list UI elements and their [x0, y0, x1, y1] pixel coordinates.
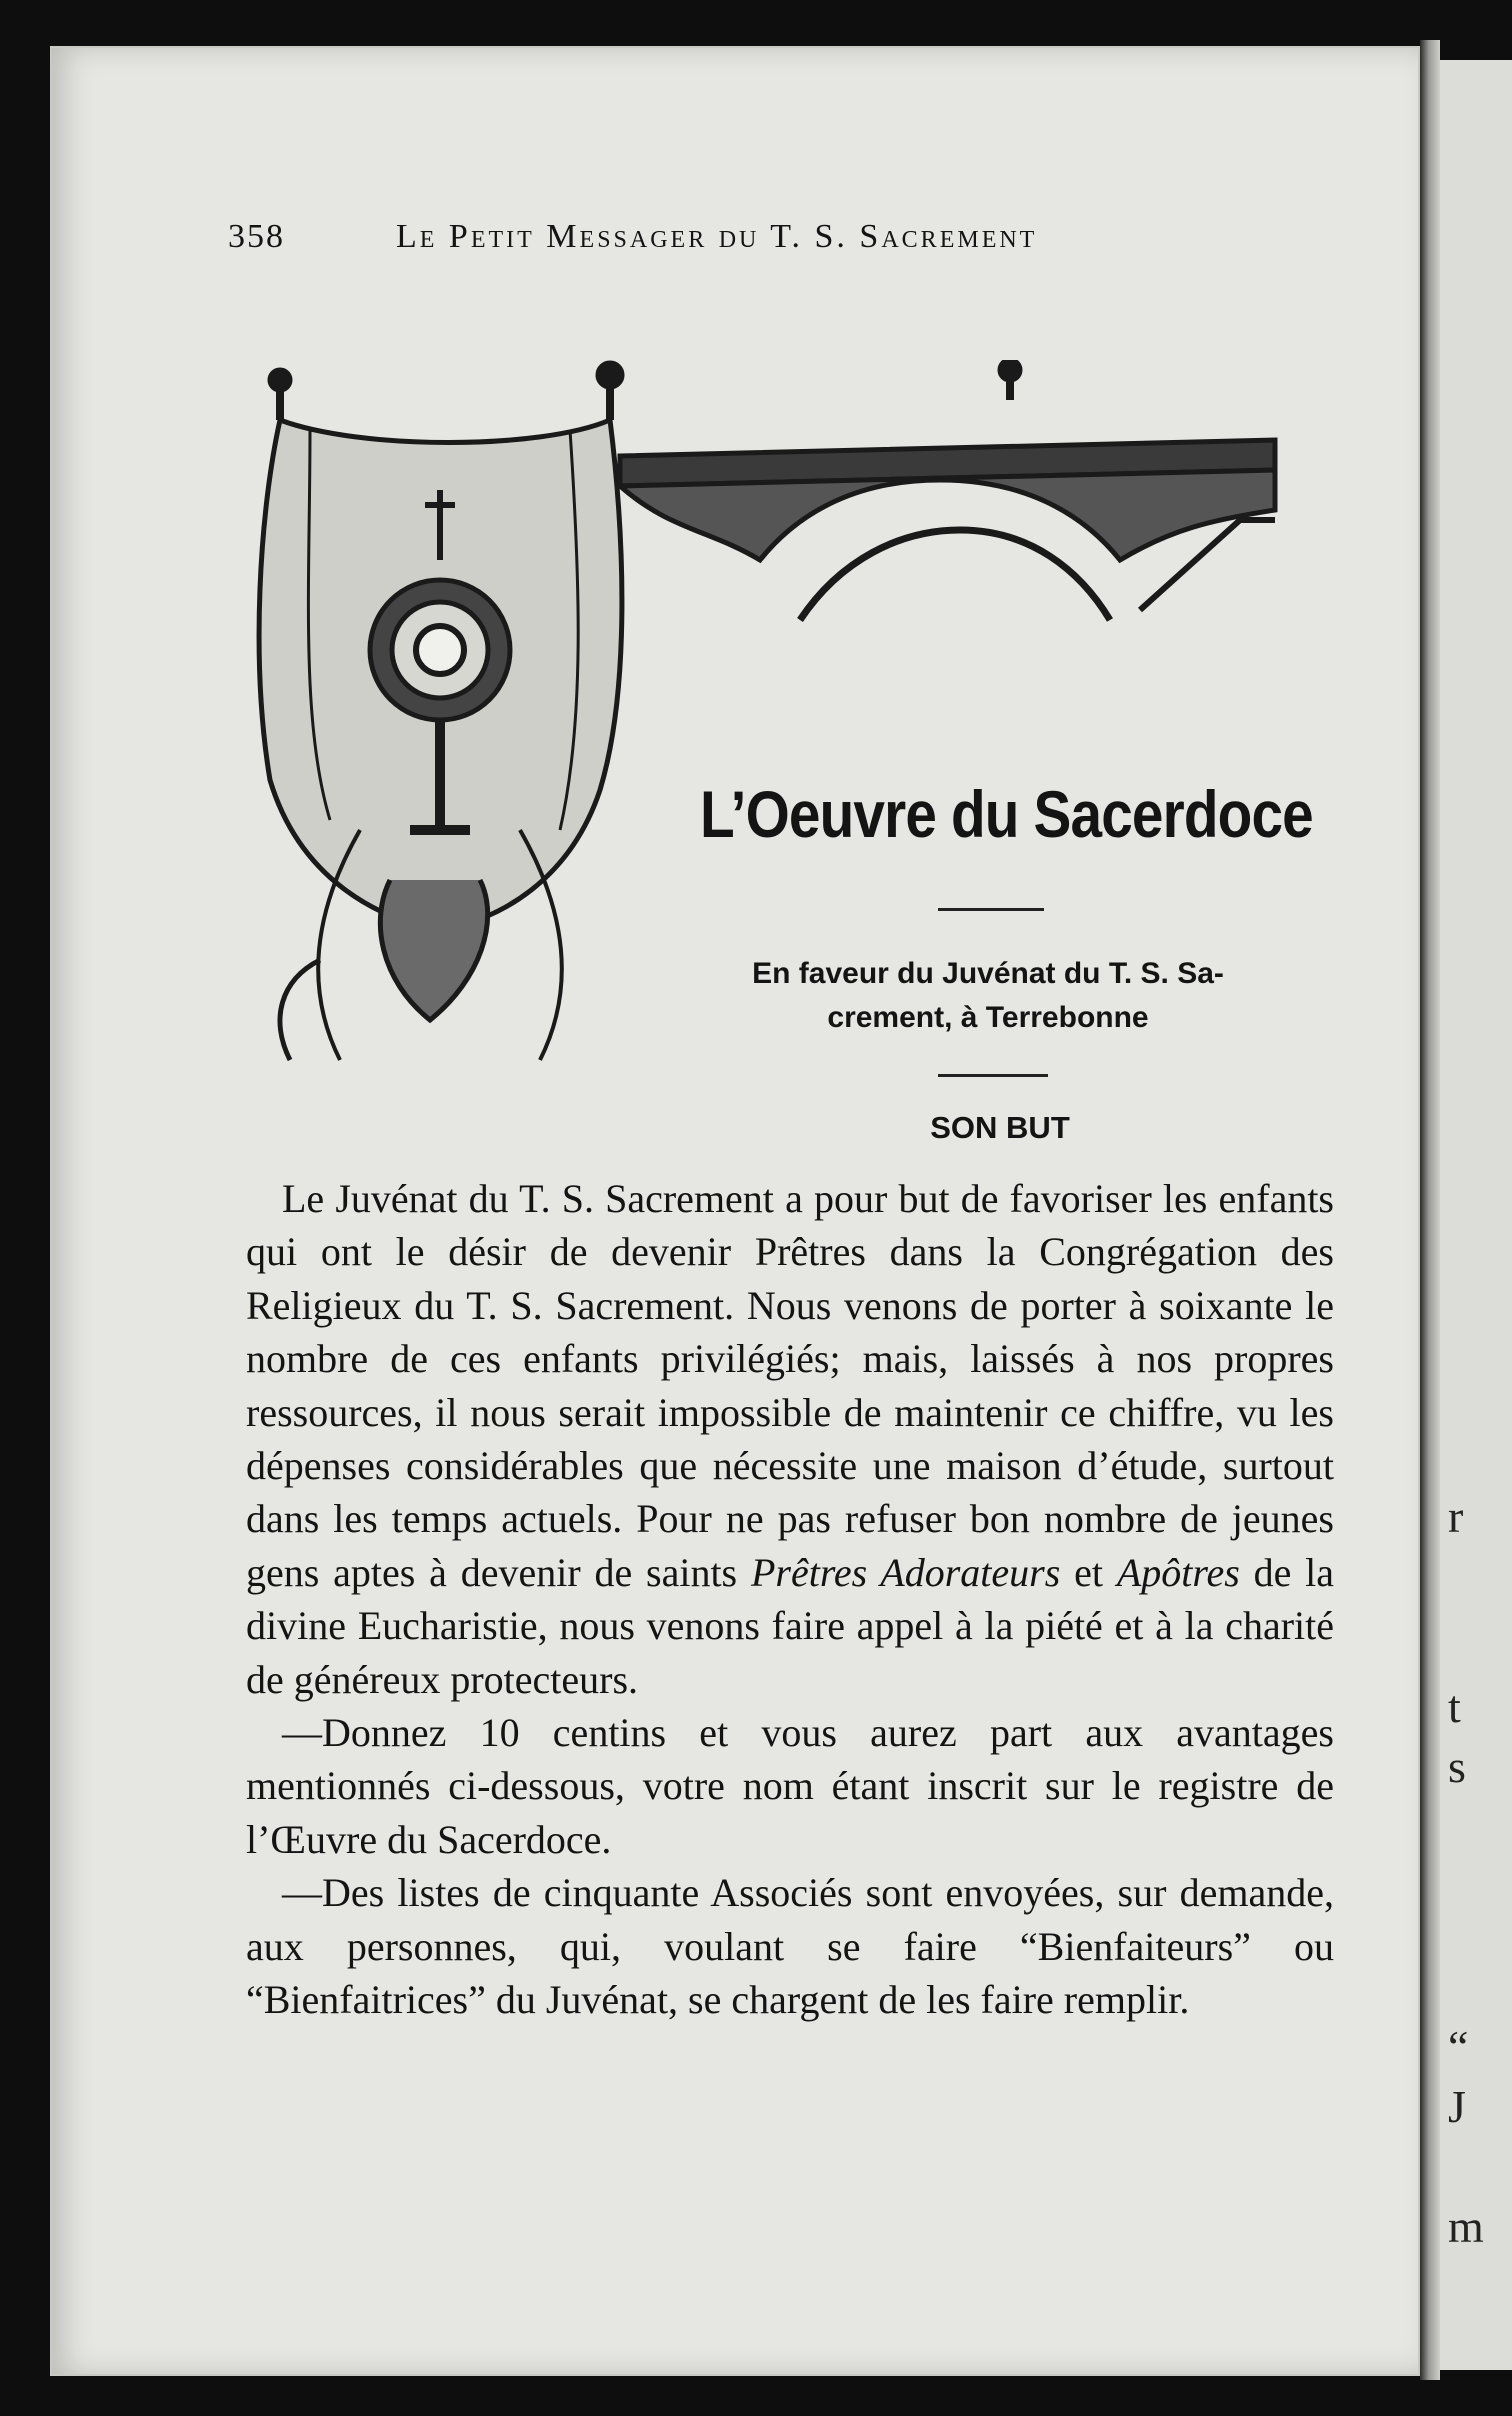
subtitle-rule: [938, 1074, 1048, 1077]
adjacent-page-fragment: m: [1448, 2201, 1484, 2252]
binding-gutter: [1420, 40, 1440, 2380]
italic-phrase: Apôtres: [1116, 1549, 1240, 1595]
article-title: L’Oeuvre du Sacerdoce: [700, 777, 1313, 851]
adjacent-page-fragment: s: [1448, 1741, 1466, 1792]
running-head-title: Le Petit Messager du T. S. Sacrement: [396, 218, 1038, 255]
adjacent-page-fragment: r: [1448, 1491, 1464, 1542]
body-text: et: [1074, 1549, 1103, 1595]
italic-phrase: Prêtres Adorateurs: [750, 1549, 1061, 1595]
page-number: 358: [228, 218, 285, 255]
body-paragraph: —Donnez 10 centins et vous aurez part aux avantages mentionnés ci-dessous, votre nom étant inscrit sur le registre de l’Œuvre du Sacerdoce.: [246, 1710, 1334, 1862]
adjacent-page-edge: [1440, 60, 1512, 2370]
title-rule: [938, 908, 1044, 911]
subtitle-line: En faveur du Juvénat du T. S. Sa-: [752, 957, 1224, 990]
adjacent-page-fragment: J: [1448, 2081, 1466, 2132]
section-heading: SON BUT: [930, 1110, 1070, 1145]
adjacent-page-fragment: t: [1448, 1681, 1461, 1732]
adjacent-page-fragment: “: [1448, 2021, 1469, 2072]
article-body: [246, 1172, 1334, 2027]
subtitle-line: crement, à Terrebonne: [827, 1001, 1149, 1034]
body-paragraph: —Des listes de cinquante Associés sont envoyées, sur demande, aux personnes, qui, voulant se faire “Bienfaiteurs” ou “Bienfaitrices” du Juvénat, se chargent de les faire remplir.: [246, 1870, 1334, 2023]
body-text: de la divine Eucharistie, nous venons faire appel à la piété et à la charité de généreux protecteurs.: [246, 1549, 1335, 1702]
running-head: [228, 218, 1228, 268]
body-paragraph: [246, 1172, 1334, 1706]
article-subtitle: [668, 952, 1308, 1040]
body-text: Le Juvénat du T. S. Sacrement a pour but de favoriser les enfants qui ont le désir de devenir Prêtres dans la Congrégation des Religieux du T. S. Sacrement. Nous venons de porter à soixante le nombre de ces enfants privilégiés; mais, laissés à nos propres ressources, il nous serait impossible de maintenir ce chiffre, vu les dépenses considérables que nécessite une maison d’étude, surtout dans les temps actuels. Pour ne pas refuser bon nombre de jeunes gens aptes à devenir de saints: [246, 1176, 1334, 1595]
